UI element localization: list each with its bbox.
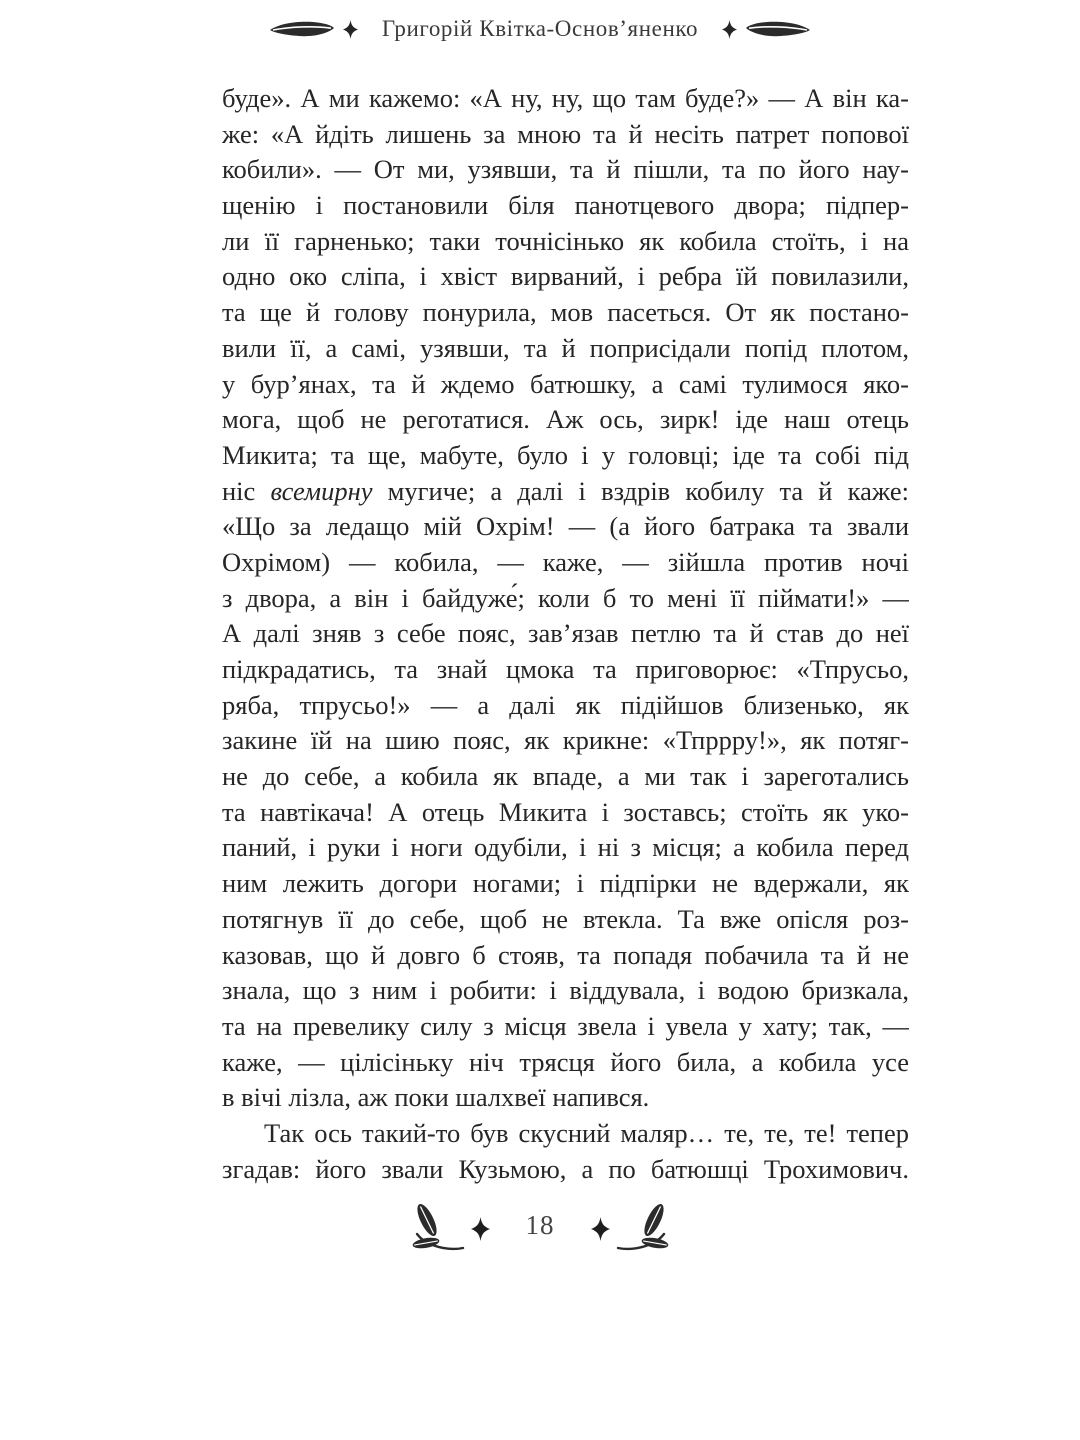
text-line [222, 1080, 909, 1116]
text-line [222, 795, 909, 831]
text-line [222, 1045, 909, 1081]
text-line [222, 866, 909, 902]
text-segment: казовав, що й довго б стояв, та попадя побачила та й не [222, 939, 909, 970]
running-header-author: Григорій Квітка-Основ’яненко [381, 16, 699, 41]
text-segment: не до себе, а кобила як впаде, а ми так і зареготались [222, 761, 909, 792]
page-number: 18 [525, 1209, 555, 1240]
text-segment: каже, — цілісіньку ніч трясця його била, а кобила усе [222, 1046, 909, 1077]
text-segment: вили її, а самі, узявши, та й поприсідали попід плотом, [222, 332, 909, 363]
page-footer [0, 1196, 1080, 1254]
text-line [222, 117, 909, 153]
text-segment: закине їй на шию пояс, як крикне: «Тпррру!», як потяг- [222, 725, 909, 756]
text-segment: А далі зняв з себе пояс, зав’язав петлю та й став до неї [222, 618, 909, 649]
text-segment: потягнув її до себе, щоб не втекла. Та вже опісля роз- [222, 903, 909, 934]
text-line [222, 295, 909, 331]
text-segment: в вічі лізла, аж поки шалхвеї напився. [222, 1082, 650, 1113]
text-line [222, 1009, 909, 1045]
text-segment: підкрадатись, та знай цмока та приговорює: «Тпрусьо, [222, 654, 909, 684]
text-segment: Охрімом) — кобила, — каже, — зійшла против ночі [222, 546, 909, 577]
text-line [222, 973, 909, 1009]
text-segment: ним лежить догори ногами; і підпірки не вдержали, як [222, 868, 909, 899]
laurel-sprig-right [616, 1196, 670, 1254]
text-line [222, 830, 909, 866]
text-line [222, 581, 909, 617]
sparkle-icon [343, 20, 358, 39]
text-segment: буде». А ми кажемо: «А ну, ну, що там буде?» — А він ка- [222, 83, 909, 113]
text-segment: та ще й голову понурила, мов пасеться. От як постано- [222, 297, 909, 328]
text-line [222, 1152, 909, 1188]
text-line [222, 938, 909, 974]
text-line [222, 723, 909, 759]
text-line [222, 1116, 909, 1152]
text-segment: щенію і постановили біля панотцевого двора; підпер- [222, 190, 909, 221]
sparkle-icon [591, 1217, 610, 1241]
text-segment: з двора, а він і байдуже́; коли б то мені її піймати!» — [222, 582, 909, 613]
text-segment: знала, що з ним і робити: і віддувала, і водою бризкала, [222, 975, 909, 1006]
text-segment: ли її гарненько; таки точнісінько як кобила стоїть, і на [222, 225, 909, 256]
text-line [222, 152, 909, 188]
text-line [222, 616, 909, 652]
sparkle-icon [722, 20, 737, 39]
text-segment: Микита; та ще, мабуте, було і у головці; іде та собі під [222, 439, 909, 470]
text-line [222, 259, 909, 295]
text-segment: та навтікача! А отець Микита і зоставсь; стоїть як уко- [222, 796, 909, 827]
page-header [0, 16, 1080, 42]
text-line [222, 402, 909, 438]
text-segment: Так ось такий-то був скусний маляр… те, те, те! тепер [264, 1117, 909, 1148]
text-line [222, 331, 909, 367]
text-line [222, 81, 909, 117]
italic-text-segment: всемирну [270, 475, 373, 506]
text-segment: у бур’янах, та й ждемо батюшку, а самі тулимося яко- [222, 368, 909, 399]
text-segment: кобили». — От ми, узявши, та й пішли, та по його нау- [222, 154, 909, 185]
text-segment: одно око сліпа, і хвіст вирваний, і ребра їй повилазили, [222, 261, 909, 292]
text-line [222, 188, 909, 224]
text-segment: паний, і руки і ноги одубіли, і ні з місця; а кобила перед [222, 832, 909, 863]
text-segment: згадав: його звали Кузьмою, а по батюшці Трохимович. [222, 1153, 909, 1184]
text-line [222, 652, 909, 688]
text-line [222, 367, 909, 403]
text-segment: же: «А йдіть лишень за мною та й несіть патрет попової [222, 118, 909, 149]
text-line [222, 438, 909, 474]
leaf-ornament-right [745, 20, 811, 38]
text-segment: мога, щоб не реготатися. Аж ось, зирк! іде наш отець [222, 404, 909, 435]
text-segment: ніс [222, 475, 271, 506]
text-line [222, 509, 909, 545]
laurel-sprig-left [411, 1196, 465, 1254]
text-line [222, 759, 909, 795]
text-line [222, 224, 909, 260]
leaf-ornament-left [269, 20, 335, 38]
text-segment: ряба, тпрусьо!» — а далі як підійшов близенько, як [222, 689, 909, 720]
text-line [222, 474, 909, 510]
text-segment: мугиче; а далі і вздрів кобилу та й каже: [372, 475, 909, 506]
sparkle-icon [471, 1217, 490, 1241]
text-body [222, 81, 909, 1187]
text-line [222, 902, 909, 938]
text-line [222, 688, 909, 724]
text-segment: та на превелику силу з місця звела і увела у хату; так, — [222, 1010, 909, 1041]
text-segment: «Що за ледащо мій Охрім! — (а його батрака та звали [222, 511, 909, 542]
text-line [222, 545, 909, 581]
